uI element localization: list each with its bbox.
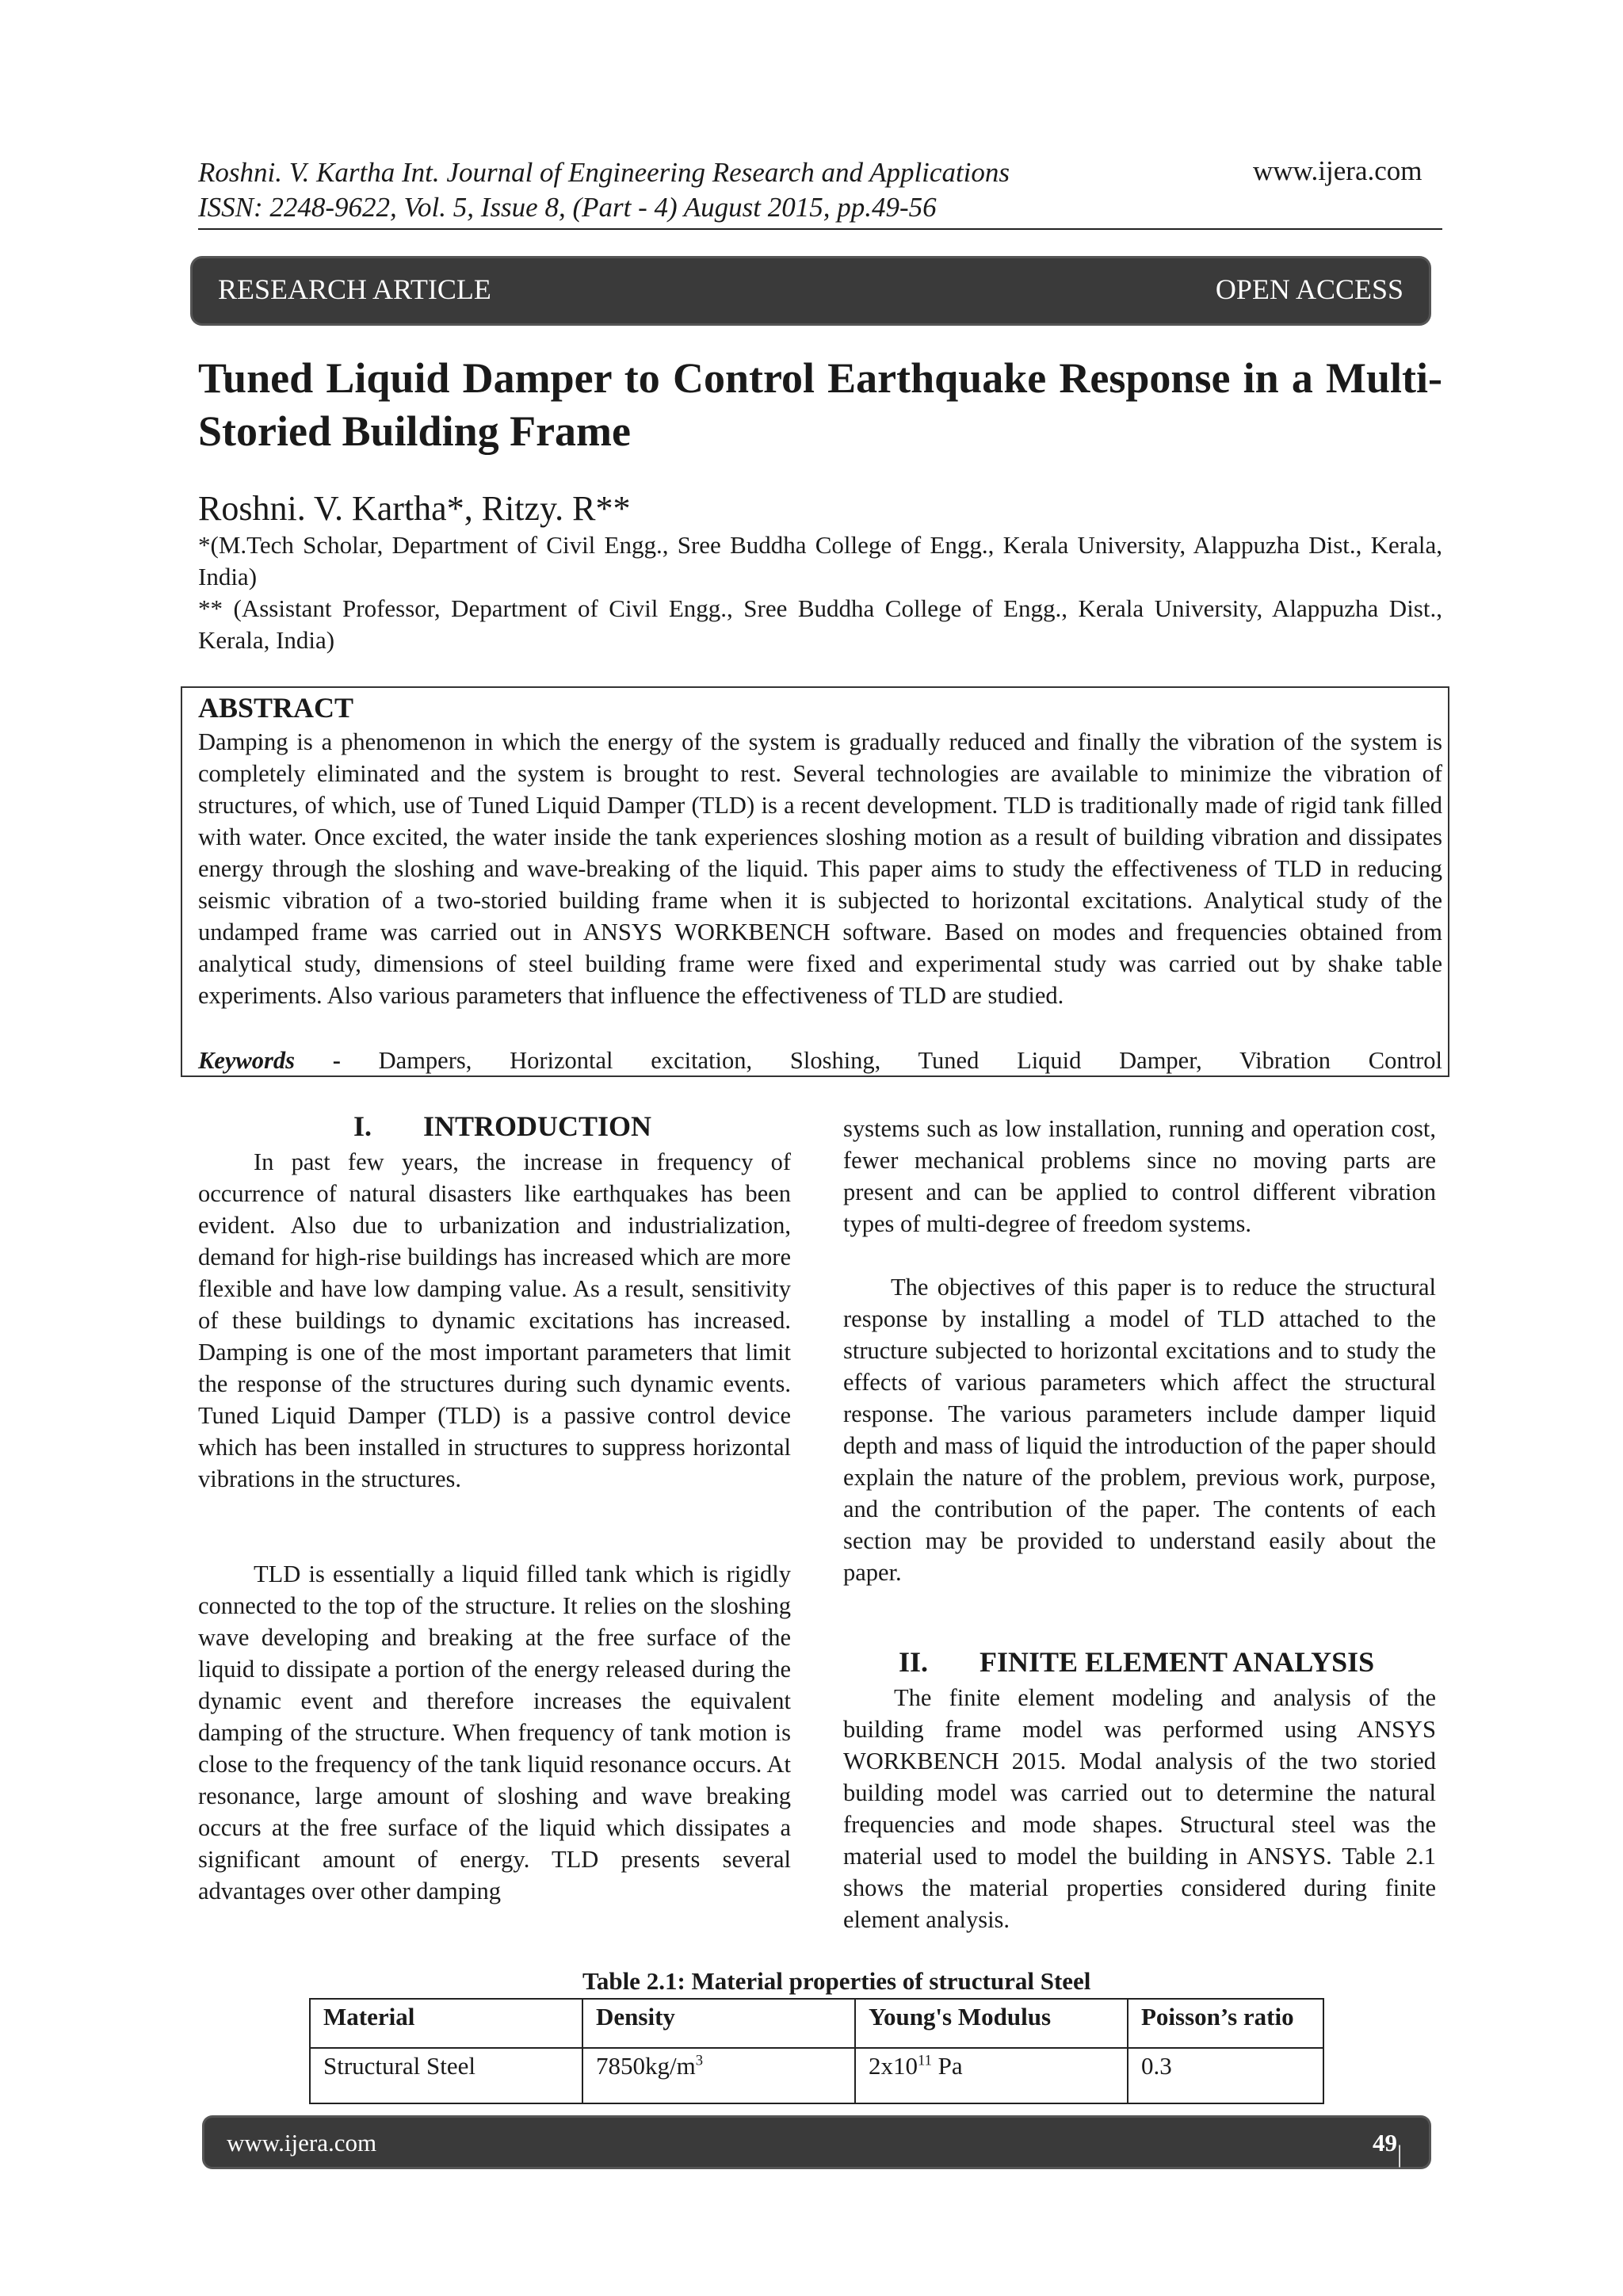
density-value: 7850kg/m (596, 2052, 696, 2080)
section-2-number: II. (899, 1646, 929, 1678)
affiliation-1: *(M.Tech Scholar, Department of Civil Engg., Sree Buddha College of Engg., Kerala University, Alappuzha Dist., Kerala, India) (198, 531, 1442, 590)
page-label: | P a g e (1397, 2140, 1411, 2282)
keywords-dash: - (295, 1047, 379, 1074)
intro-paragraph-3: systems such as low installation, running and operation cost, fewer mechanical problems since no moving parts are present and can be applied to control different vibration types of multi-degree of freedom systems. (843, 1115, 1436, 1237)
journal-header-line1: Roshni. V. Kartha Int. Journal of Engineering Research and Applications (198, 157, 1010, 188)
research-article-label: RESEARCH ARTICLE (218, 273, 491, 305)
intro-paragraph-4: The objectives of this paper is to reduce the structural response by installing a model of TLD attached to the structure subjected to horizontal excitations and to study the effects of various parameters which affect the structural response. The various parameters include damper liquid depth and mass of liquid the introduction of the paper should explain the nature of the problem, previous work, purpose, and the contribution of the paper. The contents of each section may be provided to understand easily about the paper. (843, 1274, 1436, 1586)
table-caption (582, 1967, 1090, 1996)
keywords-list: Dampers, Horizontal excitation, Sloshing, Tuned Liquid Damper, Vibration Control (378, 1047, 1442, 1074)
open-access-label: OPEN ACCESS (1215, 273, 1403, 305)
keywords-label: Keywords (198, 1047, 295, 1074)
header-poisson-ratio: Poisson’s ratio (1128, 1999, 1323, 2048)
cell-poisson-ratio: 0.3 (1128, 2048, 1323, 2103)
header-material: Material (310, 1999, 582, 2048)
intro-paragraph-2: TLD is essentially a liquid filled tank which is rigidly connected to the top of the structure. It relies on the sloshing wave developing and breaking at the free surface of the liquid to dissipate a portion of the energy released during the dynamic event and therefore increases the equivalent damping of the structure. When frequency of tank motion is close to the frequency of the tank liquid resonance occurs. At resonance, large amount of sloshing and wave breaking occurs at the free surface of the liquid which dissipates a significant amount of energy. TLD presents several advantages over other damping (198, 1561, 791, 1904)
page-footer (204, 2118, 1429, 2282)
fea-paragraph-1: The finite element modeling and analysis of the building frame model was performed using ANSYS WORKBENCH 2015. Modal analysis of the two storied building model was carried out to determine the natural frequencies and mode shapes. Structural steel was the material used to model the building in ANSYS. Table 2.1 shows the material properties considered during finite element analysis. (843, 1684, 1436, 1933)
cell-youngs-modulus (855, 2048, 1128, 2103)
table-caption-text: : Material properties of structural Steel (677, 1967, 1091, 1995)
page-number-value: 49 (1373, 2129, 1397, 2157)
cell-material: Structural Steel (310, 2048, 582, 2103)
section-1-number: I. (353, 1110, 372, 1142)
table-header-row (310, 1999, 1323, 2048)
abstract-heading: ABSTRACT (198, 692, 354, 724)
modulus-base: 2x10 (869, 2052, 918, 2080)
paper-title: Tuned Liquid Damper to Control Earthquake Response in a Multi-Storied Building Frame (198, 354, 1442, 455)
header-density: Density (582, 1999, 855, 2048)
section-2-heading: FINITE ELEMENT ANALYSIS (980, 1646, 1375, 1678)
cell-density (582, 2048, 855, 2103)
modulus-exponent: 11 (918, 2052, 932, 2069)
keywords-line (198, 1045, 1442, 1076)
affiliation-2: ** (Assistant Professor, Department of Civil Engg., Sree Buddha College of Engg., Kerala University, Alappuzha Dist., Kerala, India) (198, 594, 1442, 654)
header-youngs-modulus: Young's Modulus (855, 1999, 1128, 2048)
journal-url[interactable]: www.ijera.com (1253, 155, 1423, 186)
material-properties-table (309, 1998, 1324, 2104)
authors: Roshni. V. Kartha*, Ritzy. R** (198, 489, 631, 528)
intro-paragraph-1: In past few years, the increase in frequency of occurrence of natural disasters like earthquakes has been evident. Also due to urbanization and industrialization, demand for high-rise buildings has increased which are more flexible and have low damping value. As a result, sensitivity of these buildings to dynamic excitations has increased. Damping is one of the most important parameters that limit the response of the structures during such dynamic events. Tuned Liquid Damper (TLD) is a passive control device which has been installed in structures to suppress horizontal vibrations in the structures. (198, 1148, 791, 1492)
density-exponent: 3 (695, 2052, 704, 2069)
header-rule (198, 228, 1442, 230)
footer-url[interactable]: www.ijera.com (227, 2129, 377, 2157)
page-number (1373, 2129, 1411, 2282)
table-row (310, 2048, 1323, 2103)
journal-header-line2: ISSN: 2248-9622, Vol. 5, Issue 8, (Part - 4) August 2015, pp.49-56 (198, 192, 937, 223)
abstract-text: Damping is a phenomenon in which the energy of the system is gradually reduced and finally the vibration of the system is completely eliminated and the system is brought to rest. Several technologies are available to minimize the vibration of structures, of which, use of Tuned Liquid Damper (TLD) is a recent development. TLD is traditionally made of rigid tank filled with water. Once excited, the water inside the tank experiences sloshing motion as a result of building vibration and dissipates energy through the sloshing and wave-breaking of the liquid. This paper aims to study the effectiveness of TLD in reducing seismic vibration of a two-storied building frame when it is subjected to horizontal excitations. Analytical study of the undamped frame was carried out in ANSYS WORKBENCH software. Based on modes and frequencies obtained from analytical study, dimensions of steel building frame were fixed and experimental study was carried out by shake table experiments. Also various parameters that influence the effectiveness of TLD are studied. (198, 728, 1442, 1009)
section-1-heading: INTRODUCTION (423, 1110, 652, 1142)
article-type-banner (193, 258, 1429, 323)
modulus-unit: Pa (931, 2052, 963, 2080)
table-caption-label: Table 2.1 (582, 1967, 678, 1995)
